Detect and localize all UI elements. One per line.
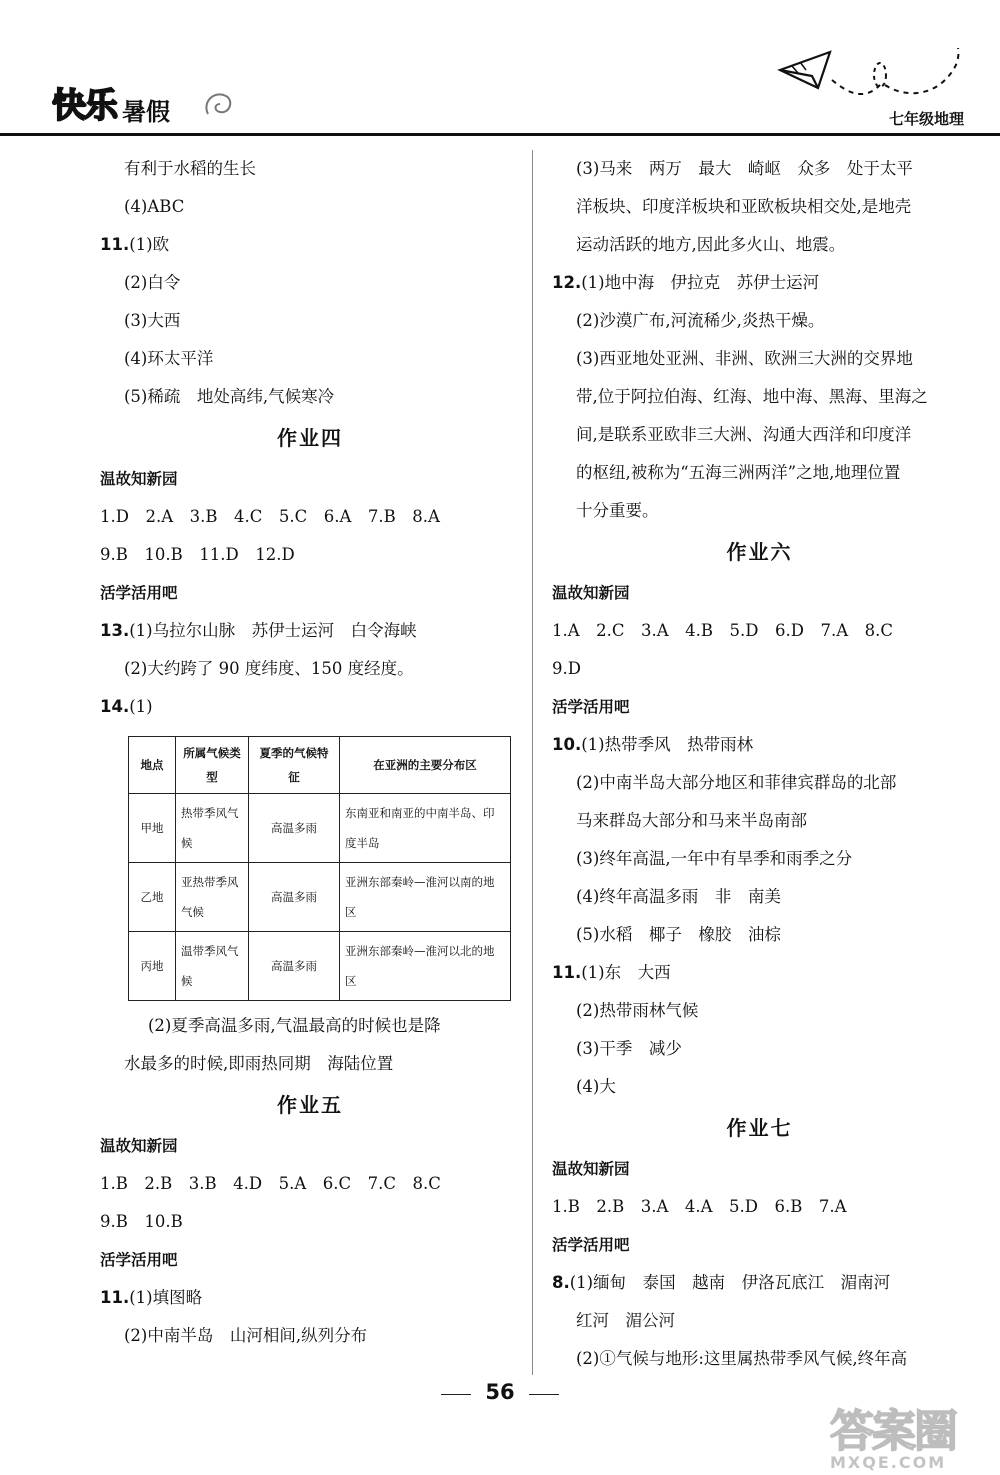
answer-text: (1)东 大西 (581, 963, 671, 982)
header-divider (0, 133, 1000, 136)
answer-key-line: 9.D (552, 659, 581, 678)
book-logo (52, 78, 170, 127)
subsection-review: 温故知新园 (100, 470, 178, 488)
question-number: 13. (100, 621, 130, 640)
answer-key-line: 1.D 2.A 3.B 4.C 5.C 6.A 7.B 8.A (100, 507, 440, 526)
question-14 (100, 688, 520, 726)
answer-key-line: 1.A 2.C 3.A 4.B 5.D 6.D 7.A 8.C (552, 621, 894, 640)
subsection-apply: 活学活用吧 (100, 584, 178, 602)
table-cell: 高温多雨 (249, 932, 340, 1001)
table-header: 所属气候类型 (176, 737, 249, 794)
table-cell: 高温多雨 (249, 794, 340, 863)
answer-line: (2)中南半岛大部分地区和菲律宾群岛的北部 (576, 773, 897, 792)
subsection-apply: 活学活用吧 (552, 698, 630, 716)
table-header: 在亚洲的主要分布区 (340, 737, 511, 794)
answer-line: 水最多的时候,即雨热同期 海陆位置 (124, 1054, 394, 1073)
answer-line: (3)终年高温,一年中有旱季和雨季之分 (576, 849, 853, 868)
watermark-url: MXQE.COM (830, 1453, 947, 1472)
site-watermark (830, 1395, 980, 1472)
left-column (100, 150, 520, 1355)
question-8 (552, 1264, 967, 1302)
table-header: 夏季的气候特征 (249, 737, 340, 794)
answer-line: 十分重要。 (576, 501, 659, 520)
answer-text: (1)乌拉尔山脉 苏伊士运河 白令海峡 (129, 621, 417, 640)
text-line: (4)ABC (124, 197, 185, 216)
answer-line: (2)白令 (124, 273, 181, 292)
answer-text: (1) (129, 697, 153, 716)
answer-line: (3)大西 (124, 311, 181, 330)
table-cell: 高温多雨 (249, 863, 340, 932)
page-dash (441, 1394, 471, 1396)
answer-line: 洋板块、印度洋板块和亚欧板块相交处,是地壳 (576, 197, 912, 216)
answer-line: (4)终年高温多雨 非 南美 (576, 887, 781, 906)
answer-line: (2)中南半岛 山河相间,纵列分布 (124, 1326, 368, 1345)
question-number: 11. (100, 1288, 130, 1307)
answer-text: (1)欧 (129, 235, 170, 254)
section-title-hw5: 作业五 (277, 1093, 343, 1117)
right-column (552, 150, 967, 1378)
logo-title: 快乐 (52, 86, 116, 126)
table-row (129, 932, 511, 1001)
table-cell: 东南亚和南亚的中南半岛、印度半岛 (340, 794, 511, 863)
answer-line: (2)热带雨林气候 (576, 1001, 699, 1020)
table-cell: 丙地 (129, 932, 176, 1001)
answer-line: (3)西亚地处亚洲、非洲、欧洲三大洲的交界地 (576, 349, 913, 368)
text-line: 有利于水稻的生长 (124, 159, 256, 178)
answer-line: (5)稀疏 地处高纬,气候寒冷 (124, 387, 335, 406)
table-cell: 热带季风气候 (176, 794, 249, 863)
table-row (129, 794, 511, 863)
table-cell: 温带季风气候 (176, 932, 249, 1001)
question-10 (552, 726, 967, 764)
page-dash (529, 1394, 559, 1396)
subsection-review: 温故知新园 (552, 1160, 630, 1178)
climate-table (128, 736, 511, 1001)
subsection-apply: 活学活用吧 (552, 1236, 630, 1254)
section-title-hw7: 作业七 (726, 1116, 793, 1140)
question-number: 14. (100, 697, 130, 716)
section-title-hw4: 作业四 (277, 426, 343, 450)
answer-key-line: 1.B 2.B 3.A 4.A 5.D 6.B 7.A (552, 1197, 847, 1216)
subsection-review: 温故知新园 (100, 1137, 178, 1155)
question-number: 8. (552, 1273, 570, 1292)
paper-plane-icon (770, 40, 970, 110)
table-cell: 乙地 (129, 863, 176, 932)
answer-line: 红河 湄公河 (576, 1311, 675, 1330)
question-11-right (552, 954, 967, 992)
section-title-hw6: 作业六 (726, 540, 793, 564)
answer-text: (1)地中海 伊拉克 苏伊士运河 (581, 273, 820, 292)
logo-subtitle: 暑假 (122, 98, 170, 126)
table-cell: 甲地 (129, 794, 176, 863)
column-divider (532, 150, 533, 1375)
answer-key-line: 9.B 10.B (100, 1212, 183, 1231)
grade-subject-label: 七年级地理 (888, 110, 964, 128)
answer-text: (1)缅甸 泰国 越南 伊洛瓦底江 湄南河 (569, 1273, 891, 1292)
table-header: 地点 (129, 737, 176, 794)
answer-line: (4)大 (576, 1077, 616, 1096)
watermark-logo: 答案圈 (830, 1406, 956, 1457)
answer-line: (2)大约跨了 90 度纬度、150 度经度。 (124, 659, 414, 678)
answer-key-line: 9.B 10.B 11.D 12.D (100, 545, 295, 564)
question-11 (100, 226, 520, 264)
question-12 (552, 264, 967, 302)
table-row (129, 863, 511, 932)
question-number: 10. (552, 735, 582, 754)
answer-text: (1)热带季风 热带雨林 (581, 735, 754, 754)
subsection-review: 温故知新园 (552, 584, 630, 602)
answer-line: (2)夏季高温多雨,气温最高的时候也是降 (148, 1016, 441, 1035)
answer-line: 带,位于阿拉伯海、红海、地中海、黑海、里海之 (576, 387, 928, 406)
swirl-icon (200, 84, 240, 124)
question-number: 11. (100, 235, 130, 254)
answer-line: 马来群岛大部分和马来半岛南部 (576, 811, 807, 830)
table-header-row (129, 737, 511, 794)
table-cell: 亚洲东部秦岭—淮河以南的地区 (340, 863, 511, 932)
answer-text: (1)填图略 (129, 1288, 203, 1307)
answer-line: 的枢纽,被称为“五海三洲两洋”之地,地理位置 (576, 463, 901, 482)
table-cell: 亚热带季风气候 (176, 863, 249, 932)
answer-line: (3)干季 减少 (576, 1039, 682, 1058)
answer-line: (2)①气候与地形:这里属热带季风气候,终年高 (576, 1349, 908, 1368)
question-11b (100, 1279, 520, 1317)
answer-line: (4)环太平洋 (124, 349, 214, 368)
subsection-apply: 活学活用吧 (100, 1251, 178, 1269)
answer-line: 运动活跃的地方,因此多火山、地震。 (576, 235, 846, 254)
question-number: 12. (552, 273, 582, 292)
table-cell: 亚洲东部秦岭—淮河以北的地区 (340, 932, 511, 1001)
answer-line: (2)沙漠广布,河流稀少,炎热干燥。 (576, 311, 825, 330)
page-header (0, 0, 1000, 140)
answer-key-line: 1.B 2.B 3.B 4.D 5.A 6.C 7.C 8.C (100, 1174, 441, 1193)
question-number: 11. (552, 963, 582, 982)
answer-line: 间,是联系亚欧非三大洲、沟通大西洋和印度洋 (576, 425, 912, 444)
page-number-value: 56 (485, 1380, 515, 1404)
question-13 (100, 612, 520, 650)
answer-line: (5)水稻 椰子 橡胶 油棕 (576, 925, 781, 944)
answer-line: (3)马来 两万 最大 崎岖 众多 处于太平 (576, 159, 913, 178)
